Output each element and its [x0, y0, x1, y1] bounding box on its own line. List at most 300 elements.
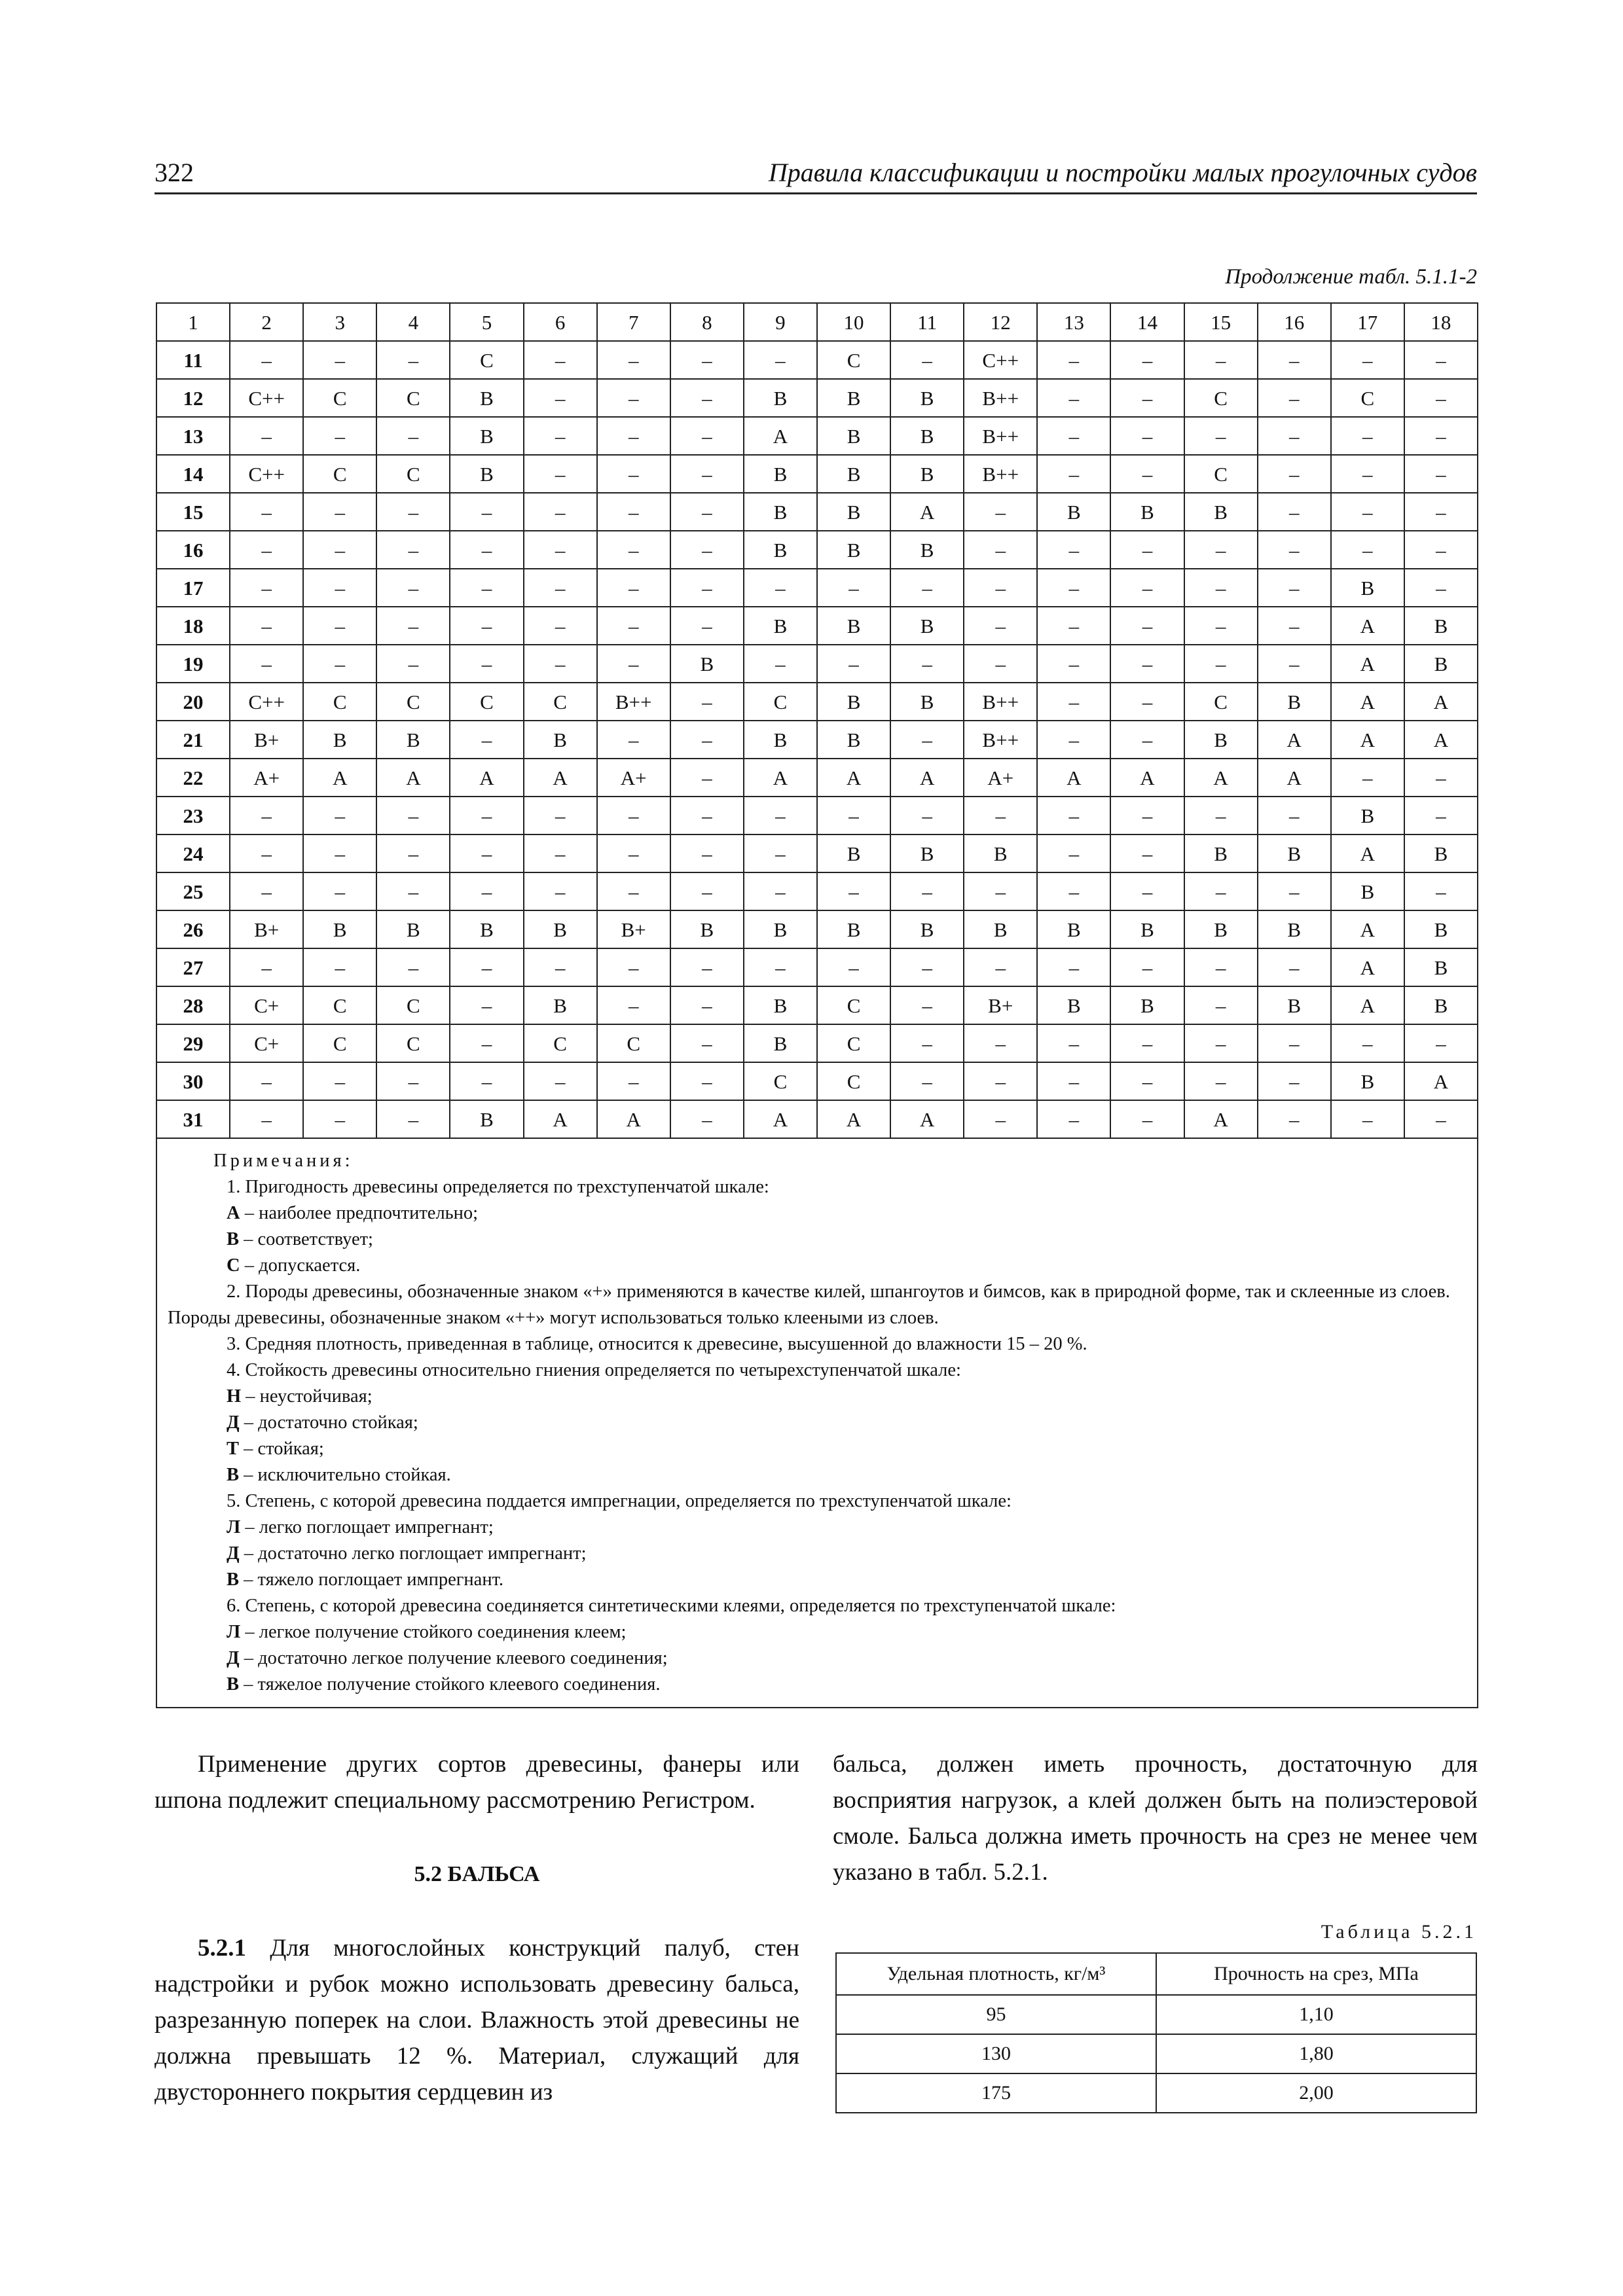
rating-cell: B	[1110, 910, 1184, 948]
rating-cell: A	[1331, 683, 1404, 721]
rating-cell: –	[597, 834, 670, 872]
rating-cell: A	[744, 417, 817, 455]
rating-cell: B	[303, 721, 376, 759]
rating-cell: –	[1037, 607, 1110, 645]
rating-cell: B	[1331, 872, 1404, 910]
rating-cell: B	[1404, 986, 1478, 1024]
note-1-item: B – соответствует;	[227, 1229, 373, 1249]
strength-cell: 2,00	[1156, 2073, 1476, 2113]
rating-cell: –	[744, 948, 817, 986]
rating-cell: –	[1037, 455, 1110, 493]
rating-cell: A	[1331, 607, 1404, 645]
rating-cell: C	[303, 379, 376, 417]
header-density: Удельная плотность, кг/м³	[836, 1953, 1156, 1995]
rating-cell: –	[670, 797, 744, 834]
rating-cell: –	[230, 607, 303, 645]
strength-cell: 1,10	[1156, 1995, 1476, 2034]
rating-cell: B	[817, 834, 890, 872]
rating-cell: –	[303, 607, 376, 645]
rating-cell: –	[1404, 569, 1478, 607]
rating-cell: –	[744, 797, 817, 834]
rating-cell: –	[1037, 645, 1110, 683]
rating-cell: –	[450, 834, 523, 872]
rating-cell: –	[1110, 948, 1184, 986]
page-number: 322	[155, 158, 194, 187]
rating-cell: –	[1404, 455, 1478, 493]
rating-cell: –	[1184, 607, 1258, 645]
rating-cell: –	[964, 569, 1037, 607]
rating-cell: –	[376, 834, 450, 872]
note-4-item: В – исключительно стойкая.	[227, 1465, 451, 1485]
rating-cell: –	[450, 1062, 523, 1100]
rating-cell: A	[597, 1100, 670, 1138]
rating-cell: –	[376, 569, 450, 607]
rating-cell: –	[964, 1100, 1037, 1138]
rating-cell: –	[890, 569, 964, 607]
rating-cell: –	[1110, 872, 1184, 910]
rating-cell: –	[597, 948, 670, 986]
rating-cell: –	[230, 797, 303, 834]
rating-cell: A	[1037, 759, 1110, 797]
rating-cell: –	[1110, 341, 1184, 379]
table-body	[156, 303, 1478, 1138]
rating-cell: B	[1037, 493, 1110, 531]
rating-cell: –	[597, 721, 670, 759]
rating-cell: B	[890, 455, 964, 493]
rating-cell: –	[964, 645, 1037, 683]
rating-cell: –	[817, 645, 890, 683]
table-row	[156, 341, 1478, 379]
column-number-row	[156, 303, 1478, 341]
rating-cell: –	[1110, 721, 1184, 759]
rating-cell: –	[230, 645, 303, 683]
rating-cell: –	[670, 379, 744, 417]
rating-cell: B	[890, 607, 964, 645]
rating-cell: –	[450, 493, 523, 531]
rating-cell: –	[376, 1062, 450, 1100]
rating-cell: –	[1258, 417, 1331, 455]
rating-cell: –	[1184, 417, 1258, 455]
rating-cell: C+	[230, 986, 303, 1024]
rating-cell: B++	[964, 683, 1037, 721]
table-row	[156, 1024, 1478, 1062]
rating-cell: –	[1258, 493, 1331, 531]
rating-cell: –	[1331, 531, 1404, 569]
rating-cell: –	[670, 417, 744, 455]
row-number-cell: 11	[156, 341, 230, 379]
rating-cell: B	[1110, 986, 1184, 1024]
rating-cell: –	[597, 455, 670, 493]
rating-cell: B++	[964, 455, 1037, 493]
rating-cell: –	[1184, 341, 1258, 379]
rating-cell: B	[744, 721, 817, 759]
rating-cell: A	[1331, 721, 1404, 759]
rating-cell: –	[597, 493, 670, 531]
rating-cell: B	[1331, 1062, 1404, 1100]
column-number-cell: 8	[670, 303, 744, 341]
rating-cell: A	[817, 1100, 890, 1138]
rating-cell: A+	[597, 759, 670, 797]
rating-cell: C	[817, 986, 890, 1024]
rating-cell: –	[670, 455, 744, 493]
rating-cell: A	[1110, 759, 1184, 797]
table-row	[156, 1100, 1478, 1138]
column-number-cell: 9	[744, 303, 817, 341]
column-number-cell: 10	[817, 303, 890, 341]
table-row	[156, 759, 1478, 797]
rating-cell: –	[964, 531, 1037, 569]
rating-cell: A	[1184, 759, 1258, 797]
row-number-cell: 12	[156, 379, 230, 417]
rating-cell: C	[450, 341, 523, 379]
rating-cell: B	[1258, 910, 1331, 948]
note-6-item: Д – достаточно легкое получение клеевого соединения;	[227, 1648, 668, 1668]
page-header	[155, 152, 1477, 194]
rating-cell: –	[670, 1024, 744, 1062]
rating-cell: A	[817, 759, 890, 797]
rating-cell: –	[1037, 834, 1110, 872]
rating-cell: –	[1037, 1062, 1110, 1100]
rating-cell: B	[524, 910, 597, 948]
rating-cell: –	[1110, 645, 1184, 683]
rating-cell: C+	[230, 1024, 303, 1062]
rating-cell: A	[1184, 1100, 1258, 1138]
rating-cell: B	[450, 1100, 523, 1138]
rating-cell: B	[1258, 683, 1331, 721]
rating-cell: –	[376, 1100, 450, 1138]
rating-cell: C	[817, 1024, 890, 1062]
rating-cell: –	[450, 531, 523, 569]
rating-cell: B	[1404, 645, 1478, 683]
rating-cell: A	[376, 759, 450, 797]
rating-cell: –	[303, 834, 376, 872]
rating-cell: B++	[597, 683, 670, 721]
rating-cell: A	[1404, 721, 1478, 759]
rating-cell: –	[1258, 531, 1331, 569]
rating-cell: C++	[230, 455, 303, 493]
table-row	[156, 872, 1478, 910]
rating-cell: –	[524, 531, 597, 569]
rating-cell: A	[1331, 645, 1404, 683]
rating-cell: –	[230, 1062, 303, 1100]
density-cell: 130	[836, 2034, 1156, 2073]
rating-cell: –	[1184, 645, 1258, 683]
note-5-item: В – тяжело поглощает импрегнант.	[227, 1570, 504, 1590]
rating-cell: –	[670, 759, 744, 797]
rating-cell: –	[1037, 417, 1110, 455]
rating-cell: B	[450, 417, 523, 455]
rating-cell: –	[597, 341, 670, 379]
column-number-cell: 15	[1184, 303, 1258, 341]
rating-cell: –	[1037, 1100, 1110, 1138]
wood-properties-table	[156, 302, 1478, 1708]
rating-cell: B	[1184, 721, 1258, 759]
rating-cell: –	[1258, 569, 1331, 607]
rating-cell: –	[524, 417, 597, 455]
rating-cell: –	[1331, 493, 1404, 531]
rating-cell: –	[1184, 872, 1258, 910]
rating-cell: B	[817, 379, 890, 417]
rating-cell: C	[744, 683, 817, 721]
rating-cell: –	[890, 797, 964, 834]
row-number-cell: 30	[156, 1062, 230, 1100]
rating-cell: –	[1184, 948, 1258, 986]
note-3: 3. Средняя плотность, приведенная в таблице, относится к древесине, высушенной до влажности 15 – 20 %.	[227, 1334, 1087, 1354]
rating-cell: –	[1037, 1024, 1110, 1062]
rating-cell: –	[1110, 455, 1184, 493]
rating-cell: B	[450, 910, 523, 948]
rating-cell: C	[303, 986, 376, 1024]
rating-cell: –	[230, 531, 303, 569]
rating-cell: –	[450, 645, 523, 683]
rating-cell: –	[230, 1100, 303, 1138]
rating-cell: B	[1037, 986, 1110, 1024]
rating-cell: –	[376, 948, 450, 986]
row-number-cell: 17	[156, 569, 230, 607]
rating-cell: –	[1110, 379, 1184, 417]
rating-cell: –	[303, 948, 376, 986]
rating-cell: B	[376, 721, 450, 759]
rating-cell: –	[670, 493, 744, 531]
rating-cell: –	[1331, 455, 1404, 493]
rating-cell: –	[597, 569, 670, 607]
rating-cell: –	[1037, 531, 1110, 569]
table-row	[156, 683, 1478, 721]
rating-cell: A+	[964, 759, 1037, 797]
rating-cell: –	[1184, 569, 1258, 607]
rating-cell: –	[524, 797, 597, 834]
rating-cell: –	[303, 417, 376, 455]
rating-cell: –	[1184, 986, 1258, 1024]
note-4: 4. Стойкость древесины относительно гниения определяется по четырехступенчатой шкале:	[227, 1360, 961, 1380]
table-row	[156, 379, 1478, 417]
column-number-cell: 3	[303, 303, 376, 341]
running-title: Правила классификации и постройки малых прогулочных судов	[768, 158, 1477, 187]
rating-cell: –	[964, 797, 1037, 834]
rating-cell: A	[890, 759, 964, 797]
rating-cell: –	[524, 493, 597, 531]
row-number-cell: 21	[156, 721, 230, 759]
rating-cell: –	[597, 379, 670, 417]
note-1-item: A – наиболее предпочтительно;	[227, 1203, 479, 1223]
rating-cell: –	[1258, 607, 1331, 645]
row-number-cell: 19	[156, 645, 230, 683]
rating-cell: –	[303, 1062, 376, 1100]
rating-cell: B	[890, 379, 964, 417]
rating-cell: –	[964, 948, 1037, 986]
clause-number: 5.2.1	[198, 1935, 246, 1962]
rating-cell: C	[1184, 379, 1258, 417]
rating-cell: –	[597, 607, 670, 645]
rating-cell: –	[524, 834, 597, 872]
rating-cell: –	[670, 872, 744, 910]
note-4-item: Н – неустойчивая;	[227, 1386, 373, 1407]
rating-cell: –	[230, 872, 303, 910]
rating-cell: C	[1184, 683, 1258, 721]
rating-cell: C++	[230, 379, 303, 417]
rating-cell: –	[1404, 1100, 1478, 1138]
note-1: 1. Пригодность древесины определяется по трехступенчатой шкале:	[227, 1177, 769, 1197]
rating-cell: –	[964, 607, 1037, 645]
note-4-item: Д – достаточно стойкая;	[227, 1412, 418, 1433]
rating-cell: –	[1110, 569, 1184, 607]
rating-cell: B	[524, 721, 597, 759]
rating-cell: C	[524, 683, 597, 721]
rating-cell: A	[1331, 910, 1404, 948]
row-number-cell: 18	[156, 607, 230, 645]
row-number-cell: 31	[156, 1100, 230, 1138]
rating-cell: –	[670, 1062, 744, 1100]
rating-cell: –	[1331, 1024, 1404, 1062]
table-continuation-label: Продолжение табл. 5.1.1-2	[1225, 265, 1477, 289]
table-row	[156, 493, 1478, 531]
column-number-cell: 4	[376, 303, 450, 341]
rating-cell: A+	[230, 759, 303, 797]
paragraph-other-woods: Применение других сортов древесины, фанеры или шпона подлежит специальному рассмотрению Регистром.	[155, 1751, 799, 1814]
rating-cell: B	[890, 531, 964, 569]
rating-cell: B	[744, 910, 817, 948]
table-row	[156, 607, 1478, 645]
rating-cell: –	[964, 1024, 1037, 1062]
rating-cell: B	[1404, 948, 1478, 986]
row-number-cell: 25	[156, 872, 230, 910]
rating-cell: –	[376, 417, 450, 455]
rating-cell: –	[1037, 797, 1110, 834]
row-number-cell: 14	[156, 455, 230, 493]
rating-cell: C	[817, 1062, 890, 1100]
note-1-item: C – допускается.	[227, 1255, 361, 1276]
column-number-cell: 12	[964, 303, 1037, 341]
table-5-2-1	[835, 1952, 1477, 2113]
rating-cell: –	[376, 607, 450, 645]
rating-cell: –	[450, 1024, 523, 1062]
rating-cell: –	[524, 379, 597, 417]
rating-cell: –	[1037, 569, 1110, 607]
rating-cell: A	[303, 759, 376, 797]
notes-title: Примечания:	[213, 1151, 354, 1171]
column-number-cell: 13	[1037, 303, 1110, 341]
left-column	[155, 1746, 799, 2110]
rating-cell: –	[1258, 872, 1331, 910]
table-row	[156, 986, 1478, 1024]
row-number-cell: 23	[156, 797, 230, 834]
rating-cell: –	[1110, 834, 1184, 872]
section-heading: 5.2 БАЛЬСА	[414, 1862, 540, 1886]
rating-cell: B+	[230, 721, 303, 759]
rating-cell: –	[1404, 531, 1478, 569]
notes-row	[156, 1138, 1478, 1708]
rating-cell: –	[1331, 759, 1404, 797]
rating-cell: –	[890, 948, 964, 986]
rating-cell: –	[1110, 1062, 1184, 1100]
rating-cell: B	[303, 910, 376, 948]
rating-cell: B	[744, 379, 817, 417]
rating-cell: C	[303, 683, 376, 721]
rating-cell: B	[1404, 834, 1478, 872]
rating-cell: –	[744, 341, 817, 379]
rating-cell: C	[376, 683, 450, 721]
rating-cell: B	[1404, 607, 1478, 645]
row-number-cell: 27	[156, 948, 230, 986]
strength-cell: 1,80	[1156, 2034, 1476, 2073]
rating-cell: –	[964, 493, 1037, 531]
rating-cell: B	[524, 986, 597, 1024]
rating-cell: B	[817, 721, 890, 759]
rating-cell: B	[1331, 797, 1404, 834]
rating-cell: –	[1110, 607, 1184, 645]
rating-cell: –	[1404, 417, 1478, 455]
table-row	[156, 1062, 1478, 1100]
rating-cell: –	[670, 1100, 744, 1138]
density-cell: 175	[836, 2073, 1156, 2113]
rating-cell: B+	[597, 910, 670, 948]
rating-cell: B	[1184, 493, 1258, 531]
rating-cell: –	[1037, 872, 1110, 910]
rating-cell: –	[817, 948, 890, 986]
rating-cell: B	[890, 910, 964, 948]
rating-cell: –	[1184, 1024, 1258, 1062]
table-row	[156, 948, 1478, 986]
rating-cell: –	[1110, 531, 1184, 569]
rating-cell: –	[524, 455, 597, 493]
row-number-cell: 20	[156, 683, 230, 721]
row-number-cell: 29	[156, 1024, 230, 1062]
rating-cell: –	[303, 569, 376, 607]
rating-cell: B	[450, 455, 523, 493]
rating-cell: B	[817, 531, 890, 569]
rating-cell: –	[524, 1062, 597, 1100]
rating-cell: –	[597, 417, 670, 455]
rating-cell: B	[744, 986, 817, 1024]
rating-cell: –	[744, 645, 817, 683]
rating-cell: B	[1258, 834, 1331, 872]
rating-cell: –	[890, 986, 964, 1024]
rating-cell: A	[890, 1100, 964, 1138]
row-number-cell: 26	[156, 910, 230, 948]
rating-cell: –	[524, 645, 597, 683]
rating-cell: B	[1331, 569, 1404, 607]
rating-cell: –	[597, 986, 670, 1024]
table-row	[156, 645, 1478, 683]
rating-cell: B+	[964, 986, 1037, 1024]
rating-cell: A	[1331, 834, 1404, 872]
rating-cell: B	[1184, 834, 1258, 872]
column-number-cell: 1	[156, 303, 230, 341]
rating-cell: B	[744, 1024, 817, 1062]
rating-cell: –	[1110, 1024, 1184, 1062]
rating-cell: –	[1404, 379, 1478, 417]
rating-cell: A	[1258, 759, 1331, 797]
rating-cell: B	[670, 645, 744, 683]
table-row	[156, 834, 1478, 872]
table-row	[156, 797, 1478, 834]
rating-cell: C++	[964, 341, 1037, 379]
rating-cell: –	[230, 341, 303, 379]
rating-cell: –	[303, 645, 376, 683]
table-row	[836, 1995, 1476, 2034]
rating-cell: –	[670, 834, 744, 872]
rating-cell: –	[1404, 493, 1478, 531]
table-row	[156, 721, 1478, 759]
rating-cell: –	[744, 872, 817, 910]
rating-cell: –	[670, 607, 744, 645]
rating-cell: –	[230, 569, 303, 607]
rating-cell: B	[376, 910, 450, 948]
rating-cell: –	[376, 341, 450, 379]
rating-cell: B	[1404, 910, 1478, 948]
rating-cell: C++	[230, 683, 303, 721]
row-number-cell: 15	[156, 493, 230, 531]
